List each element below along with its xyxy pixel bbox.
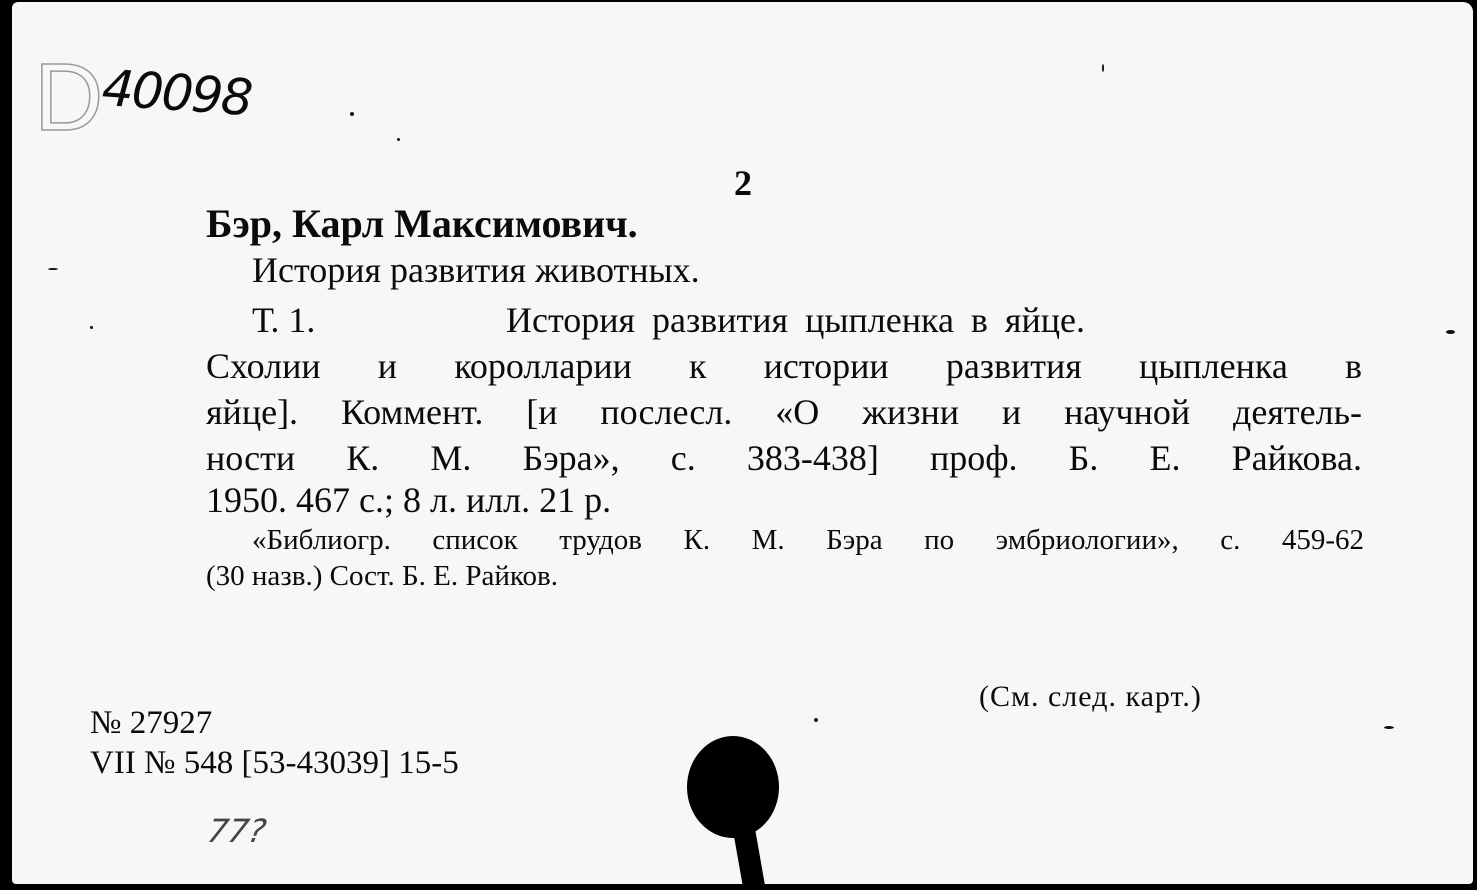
handwritten-mark: 77? (204, 812, 270, 850)
dust-speck (397, 138, 400, 141)
author-heading: Бэр, Карл Максимович. (206, 201, 638, 246)
registration-line: VII № 548 [53-43039] 15-5 (90, 745, 459, 781)
catalog-card (12, 2, 1473, 884)
volume-title: История развития цыпленка в яйце. (506, 300, 1085, 340)
dust-speck (1446, 330, 1455, 334)
dust-speck (1384, 726, 1394, 729)
dust-speck (350, 112, 354, 116)
work-title: История развития животных. (252, 250, 700, 290)
dust-speck (90, 326, 93, 329)
description-line: ности К. М. Бэра», с. 383-438] проф. Б. Е. Райкова. (206, 438, 1362, 478)
inventory-letter: D (34, 44, 104, 151)
punch-hole-slot (733, 827, 765, 884)
punch-hole (687, 736, 779, 838)
see-next-card: (См. след. карт.) (979, 680, 1202, 713)
page-number: 2 (734, 163, 752, 203)
accession-number: № 27927 (90, 705, 213, 741)
dust-speck (814, 718, 818, 722)
description-line: Схолии и королларии к истории развития цыпленка в (206, 346, 1362, 386)
imprint-line: 1950. 467 с.; 8 л. илл. 21 р. (206, 480, 612, 520)
description-line: яйце]. Коммент. [и послесл. «О жизни и научной деятель- (206, 392, 1362, 432)
volume-label: Т. 1. (252, 300, 316, 340)
dust-speck (48, 268, 58, 270)
compiler-note: (30 назв.) Сост. Б. Е. Райков. (206, 560, 558, 592)
dust-speck (1102, 64, 1104, 72)
bibliography-note: «Библиогр. список трудов К. М. Бэра по эмбриологии», с. 459-62 (252, 524, 1364, 556)
inventory-number: 40098 (100, 58, 253, 128)
